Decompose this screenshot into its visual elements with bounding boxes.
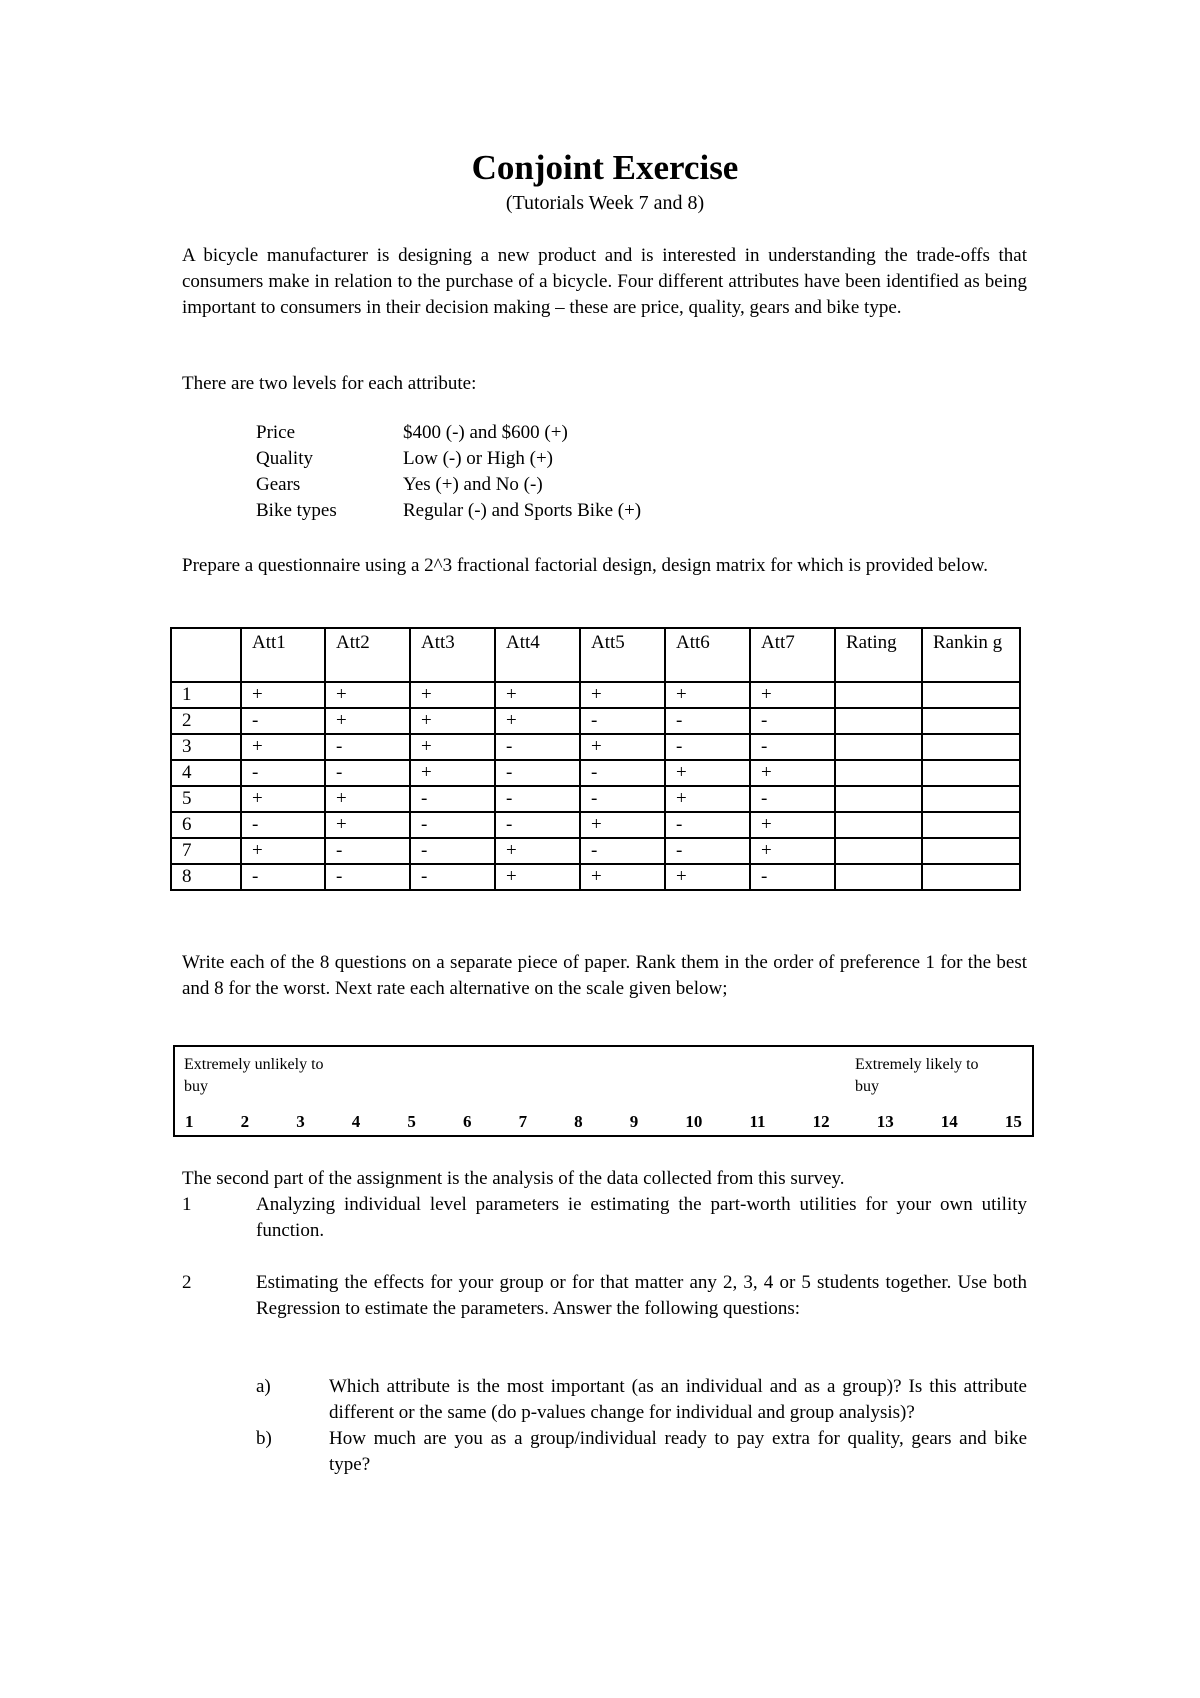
table-cell: [922, 812, 1020, 838]
design-matrix-table: [170, 627, 1021, 891]
table-cell: -: [325, 760, 410, 786]
intro-paragraph: A bicycle manufacturer is designing a new product and is interested in understanding the trade-offs that consumers make in relation to the purchase of a bicycle. Four different attributes have been identified as being important to consumers in their decision making – these are price, quality, gears and bike type.: [182, 245, 1027, 318]
scale-point: 6: [462, 1112, 472, 1131]
scale-left-label: Extremely unlikely to buy: [184, 1056, 324, 1095]
table-header-cell: Att7: [750, 628, 835, 682]
attribute-row: [256, 498, 641, 524]
scale-point: 14: [940, 1112, 958, 1131]
instructions-paragraph: Write each of the 8 questions on a separate piece of paper. Rank them in the order of preference 1 for the best and 8 for the worst. Next rate each alternative on the scale given below;: [182, 952, 1027, 999]
table-cell: -: [410, 838, 495, 864]
scale-right-label: Extremely likely to buy: [855, 1056, 979, 1095]
table-cell: [835, 812, 922, 838]
scale-points: [185, 1112, 1022, 1132]
table-row: [171, 708, 1020, 734]
table-cell: +: [241, 682, 325, 708]
scale-point: 8: [574, 1112, 583, 1131]
table-cell: [835, 734, 922, 760]
table-cell: +: [410, 760, 495, 786]
question-text: Which attribute is the most important (as an individual and as a group)? Is this attribute different or the same (do p-values change for individual and group analysis)?: [329, 1376, 1027, 1423]
table-header-cell: Att1: [241, 628, 325, 682]
question-text: How much are you as a group/individual ready to pay extra for quality, gears and bike type?: [329, 1428, 1027, 1475]
table-cell: +: [410, 682, 495, 708]
question-label: a): [256, 1376, 271, 1397]
table-cell: +: [325, 812, 410, 838]
attribute-name: Gears: [256, 474, 301, 495]
table-cell: -: [580, 708, 665, 734]
table-header-cell: Att2: [325, 628, 410, 682]
table-cell: 1: [171, 682, 241, 708]
analysis-intro: The second part of the assignment is the analysis of the data collected from this survey.: [182, 1168, 845, 1189]
scale-point: 13: [876, 1112, 894, 1131]
table-cell: +: [325, 708, 410, 734]
attribute-name: Bike types: [256, 500, 337, 521]
table-cell: [922, 838, 1020, 864]
table-cell: -: [410, 864, 495, 890]
scale-point: 10: [685, 1112, 703, 1131]
table-cell: -: [325, 838, 410, 864]
analysis-list: [182, 1192, 1027, 1322]
scale-point: 11: [749, 1112, 766, 1131]
table-cell: -: [750, 786, 835, 812]
table-cell: -: [241, 864, 325, 890]
table-cell: -: [241, 812, 325, 838]
question-item: [256, 1374, 1027, 1426]
table-header-cell: Rankin g: [922, 628, 1020, 682]
table-cell: -: [580, 838, 665, 864]
table-cell: -: [495, 812, 580, 838]
table-cell: -: [241, 708, 325, 734]
table-cell: +: [750, 838, 835, 864]
attribute-row: [256, 472, 641, 498]
attribute-row: [256, 420, 641, 446]
table-cell: -: [495, 786, 580, 812]
levels-intro: There are two levels for each attribute:: [182, 373, 477, 394]
table-cell: +: [410, 734, 495, 760]
rating-scale: [173, 1045, 1034, 1137]
table-cell: +: [665, 864, 750, 890]
question-label: b): [256, 1428, 272, 1449]
table-cell: 3: [171, 734, 241, 760]
attribute-name: Quality: [256, 448, 313, 469]
table-cell: +: [750, 812, 835, 838]
table-header-cell: Att4: [495, 628, 580, 682]
table-header-cell: [171, 628, 241, 682]
table-header-cell: Att3: [410, 628, 495, 682]
table-cell: -: [665, 734, 750, 760]
table-cell: -: [580, 760, 665, 786]
table-cell: -: [495, 734, 580, 760]
table-cell: -: [750, 708, 835, 734]
scale-point: 1: [185, 1112, 194, 1131]
table-cell: [922, 864, 1020, 890]
table-cell: -: [665, 838, 750, 864]
list-item-number: 2: [182, 1272, 192, 1293]
table-row: [171, 682, 1020, 708]
table-header-row: [171, 628, 1020, 682]
table-cell: [922, 708, 1020, 734]
attribute-levels: $400 (-) and $600 (+): [403, 422, 568, 443]
table-cell: -: [241, 760, 325, 786]
table-cell: +: [665, 786, 750, 812]
scale-point: 2: [240, 1112, 250, 1131]
scale-point: 4: [351, 1112, 361, 1131]
list-item-text: Estimating the effects for your group or for that matter any 2, 3, 4 or 5 students together. Use both Regression to estimate the parameters. Answer the following questions:: [256, 1272, 1027, 1319]
table-header-cell: Att6: [665, 628, 750, 682]
table-cell: +: [750, 760, 835, 786]
list-item: [182, 1192, 1027, 1244]
table-cell: -: [750, 734, 835, 760]
table-cell: +: [410, 708, 495, 734]
table-cell: +: [665, 682, 750, 708]
scale-point: 12: [812, 1112, 830, 1131]
scale-point: 9: [629, 1112, 639, 1131]
table-cell: 6: [171, 812, 241, 838]
table-cell: -: [410, 786, 495, 812]
attribute-row: [256, 446, 641, 472]
attribute-levels-list: [256, 420, 641, 524]
table-cell: +: [495, 708, 580, 734]
table-cell: +: [580, 812, 665, 838]
list-item: [182, 1270, 1027, 1322]
table-cell: 8: [171, 864, 241, 890]
table-cell: +: [241, 786, 325, 812]
table-row: [171, 786, 1020, 812]
table-cell: +: [580, 734, 665, 760]
table-cell: +: [495, 864, 580, 890]
scale-point: 3: [296, 1112, 305, 1131]
table-cell: +: [241, 838, 325, 864]
scale-point: 5: [407, 1112, 416, 1131]
table-cell: -: [325, 864, 410, 890]
table-cell: +: [325, 786, 410, 812]
attribute-name: Price: [256, 422, 296, 443]
table-cell: [922, 760, 1020, 786]
scale-point: 15: [1004, 1112, 1022, 1131]
table-cell: -: [580, 786, 665, 812]
table-row: [171, 838, 1020, 864]
table-row: [171, 734, 1020, 760]
table-cell: +: [665, 760, 750, 786]
table-cell: [835, 708, 922, 734]
table-cell: 5: [171, 786, 241, 812]
attribute-levels: Low (-) or High (+): [403, 448, 554, 469]
table-row: [171, 812, 1020, 838]
questions-list: [256, 1374, 1027, 1478]
table-header-cell: Rating: [835, 628, 922, 682]
table-cell: 2: [171, 708, 241, 734]
table-cell: +: [750, 682, 835, 708]
table-cell: +: [325, 682, 410, 708]
table-header-cell: Att5: [580, 628, 665, 682]
table-cell: -: [495, 760, 580, 786]
table-cell: -: [750, 864, 835, 890]
table-cell: +: [241, 734, 325, 760]
table-cell: +: [580, 864, 665, 890]
table-cell: -: [665, 708, 750, 734]
table-cell: [922, 786, 1020, 812]
table-cell: -: [410, 812, 495, 838]
design-matrix-body: [171, 682, 1020, 890]
table-cell: [835, 786, 922, 812]
table-cell: [922, 734, 1020, 760]
table-cell: [835, 864, 922, 890]
table-cell: [922, 682, 1020, 708]
table-cell: -: [325, 734, 410, 760]
table-cell: +: [580, 682, 665, 708]
scale-point: 7: [518, 1112, 528, 1131]
table-cell: [835, 760, 922, 786]
table-row: [171, 864, 1020, 890]
attribute-levels: Yes (+) and No (-): [403, 474, 543, 495]
page-title: Conjoint Exercise: [471, 148, 739, 187]
question-item: [256, 1426, 1027, 1478]
table-cell: 7: [171, 838, 241, 864]
table-cell: [835, 682, 922, 708]
page-subtitle: (Tutorials Week 7 and 8): [505, 192, 705, 214]
table-cell: [835, 838, 922, 864]
table-cell: +: [495, 682, 580, 708]
table-cell: +: [495, 838, 580, 864]
attribute-levels: Regular (-) and Sports Bike (+): [403, 500, 642, 521]
table-cell: -: [665, 812, 750, 838]
table-row: [171, 760, 1020, 786]
table-cell: 4: [171, 760, 241, 786]
list-item-text: Analyzing individual level parameters ie estimating the part-worth utilities for your own utility function.: [256, 1194, 1027, 1241]
list-item-number: 1: [182, 1194, 192, 1215]
design-intro: Prepare a questionnaire using a 2^3 fractional factorial design, design matrix for which is provided below.: [182, 555, 988, 576]
